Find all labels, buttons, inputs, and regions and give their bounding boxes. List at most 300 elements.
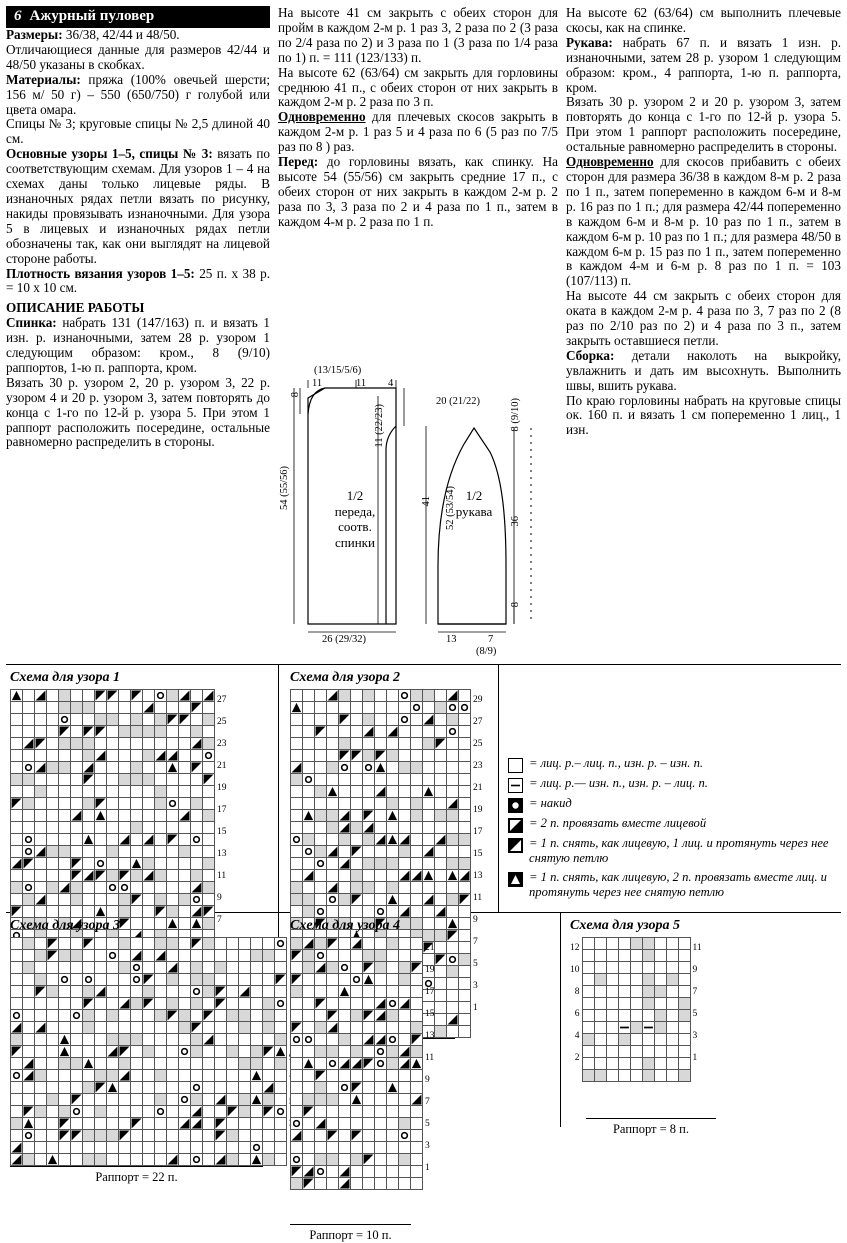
chart-cell <box>411 986 423 998</box>
chart-cell <box>23 870 35 882</box>
chart-cell <box>263 998 275 1010</box>
chart-cell <box>71 774 83 786</box>
chart-cell <box>203 1010 215 1022</box>
back-label: Спинка: <box>6 315 57 331</box>
symbol-k2tog-icon <box>83 726 94 737</box>
chart-cell <box>363 1082 375 1094</box>
chart-5-row-numbers <box>693 937 702 1069</box>
chart-row <box>291 1166 423 1178</box>
chart-cell <box>339 1022 351 1034</box>
chart-row <box>11 998 287 1010</box>
chart-row <box>582 938 690 950</box>
symbol-ssk-icon <box>143 834 154 845</box>
chart-cell <box>203 962 215 974</box>
chart-cell <box>411 1094 423 1106</box>
symbol-yo-icon <box>11 1010 22 1021</box>
symbol-yo-icon <box>179 1094 190 1105</box>
chart-cell <box>167 1058 179 1070</box>
chart-cell <box>71 1022 83 1034</box>
chart-cell <box>339 702 351 714</box>
chart-cell <box>59 858 71 870</box>
chart-cell <box>411 950 423 962</box>
chart-cell <box>83 962 95 974</box>
chart-cell <box>35 738 47 750</box>
chart-cell <box>251 1154 263 1166</box>
chart-cell <box>654 1058 666 1070</box>
pattern-title-bar <box>6 6 270 28</box>
chart-cell <box>327 1070 339 1082</box>
chart-cell <box>95 950 107 962</box>
chart-cell <box>630 998 642 1010</box>
chart-cell <box>83 906 95 918</box>
chart-cell <box>399 810 411 822</box>
chart-cell <box>351 690 363 702</box>
chart-cell <box>291 714 303 726</box>
chart-cell <box>327 1022 339 1034</box>
chart-cell <box>375 1166 387 1178</box>
chart-cell <box>303 1034 315 1046</box>
chart-cell <box>315 786 327 798</box>
chart-cell <box>59 1106 71 1118</box>
chart-cell <box>387 714 399 726</box>
symbol-sk2p-icon <box>508 872 523 887</box>
chart-cell <box>351 846 363 858</box>
chart-cell <box>251 998 263 1010</box>
chart-cell <box>179 846 191 858</box>
chart-cell <box>411 1142 423 1154</box>
chart-cell <box>203 726 215 738</box>
chart-cell <box>71 998 83 1010</box>
chart-cell <box>339 1058 351 1070</box>
chart-cell <box>59 774 71 786</box>
schematic-m54-55-56: 54 (55/56) <box>279 466 290 511</box>
chart-cell <box>155 950 167 962</box>
symbol-k2tog-icon <box>119 870 130 881</box>
chart-cell <box>59 1142 71 1154</box>
symbol-purl-icon <box>643 1022 654 1033</box>
chart-cell <box>191 998 203 1010</box>
chart-cell <box>303 786 315 798</box>
chart-cell <box>143 1094 155 1106</box>
chart-cell <box>35 846 47 858</box>
symbol-ssk-icon <box>411 870 422 881</box>
chart-cell <box>291 1010 303 1022</box>
chart-row <box>11 750 215 762</box>
chart-cell <box>447 906 459 918</box>
chart-cell <box>23 834 35 846</box>
schematic-top-center: (13/15/5/6) <box>314 365 362 376</box>
density-value: 25 п. х 38 р. = 10 х 10 см. <box>6 265 270 296</box>
chart-cell <box>35 974 47 986</box>
symbol-ssk-icon <box>399 998 410 1009</box>
chart-cell <box>179 894 191 906</box>
row-number: 10 <box>570 965 580 975</box>
chart-cell <box>375 986 387 998</box>
symbol-k2tog-icon <box>435 954 446 965</box>
chart-cell <box>459 918 471 930</box>
chart-cell <box>459 906 471 918</box>
chart-cell <box>143 702 155 714</box>
chart-cell <box>71 938 83 950</box>
chart-cell <box>375 974 387 986</box>
chart-cell <box>630 962 642 974</box>
chart-cell <box>291 950 303 962</box>
chart-cell <box>95 702 107 714</box>
symbol-ssk-icon <box>351 938 362 949</box>
chart-cell <box>435 1026 447 1038</box>
chart-cell <box>275 950 287 962</box>
chart-cell <box>227 974 239 986</box>
chart-cell <box>363 1010 375 1022</box>
chart-cell <box>339 690 351 702</box>
chart-cell <box>363 938 375 950</box>
chart-cell <box>275 1094 287 1106</box>
chart-cell <box>59 974 71 986</box>
chart-cell <box>303 858 315 870</box>
symbol-k2tog-icon <box>47 950 58 961</box>
chart-cell <box>143 834 155 846</box>
row-number: 4 <box>574 1031 580 1041</box>
symbol-k2tog-icon <box>327 938 338 949</box>
chart-cell <box>107 950 119 962</box>
chart-cell <box>351 1106 363 1118</box>
schematic-m26-29-32: 26 (29/32) <box>322 634 367 645</box>
chart-cell <box>179 714 191 726</box>
chart-cell <box>375 726 387 738</box>
chart-cell <box>239 938 251 950</box>
chart-cell <box>435 702 447 714</box>
chart-cell <box>47 810 59 822</box>
chart-cell <box>351 786 363 798</box>
chart-cell <box>315 834 327 846</box>
chart-cell <box>435 774 447 786</box>
chart-cell <box>666 950 678 962</box>
chart-cell <box>179 1106 191 1118</box>
chart-cell <box>447 690 459 702</box>
chart-cell <box>654 938 666 950</box>
symbol-sk2p-icon <box>251 1094 262 1105</box>
chart-cell <box>35 858 47 870</box>
chart-cell <box>411 786 423 798</box>
chart-cell <box>47 726 59 738</box>
chart-cell <box>275 986 287 998</box>
chart-cell <box>23 974 35 986</box>
chart-cell <box>582 1058 594 1070</box>
schematic-m11b: 11 <box>356 378 367 389</box>
chart-cell <box>387 938 399 950</box>
chart-cell <box>678 974 690 986</box>
chart-cell <box>339 1154 351 1166</box>
symbol-k2tog-icon <box>143 974 154 985</box>
chart-cell <box>263 974 275 986</box>
symbol-ssk-icon <box>339 1058 350 1069</box>
chart-cell <box>275 1010 287 1022</box>
chart-cell <box>83 1034 95 1046</box>
chart-cell <box>315 882 327 894</box>
chart-cell <box>303 986 315 998</box>
chart-cell <box>35 1082 47 1094</box>
chart-cell <box>59 690 71 702</box>
chart-cell <box>23 774 35 786</box>
chart-cell <box>606 962 618 974</box>
chart-cell <box>215 1034 227 1046</box>
chart-cell <box>263 1154 275 1166</box>
chart-cell <box>23 726 35 738</box>
chart-cell <box>35 894 47 906</box>
chart-cell <box>459 1014 471 1026</box>
symbol-yo-icon <box>251 1142 262 1153</box>
chart-cell <box>35 950 47 962</box>
chart-cell <box>654 1070 666 1082</box>
chart-cell <box>83 1070 95 1082</box>
chart-cell <box>83 762 95 774</box>
chart-cell <box>11 714 23 726</box>
chart-cell <box>59 1094 71 1106</box>
chart-cell <box>11 882 23 894</box>
chart-cell <box>582 938 594 950</box>
chart-cell <box>191 1118 203 1130</box>
chart-cell <box>303 938 315 950</box>
symbol-ssk-icon <box>435 834 446 845</box>
chart-cell <box>303 1070 315 1082</box>
chart-cell <box>303 726 315 738</box>
symbol-ssk-icon <box>167 750 178 761</box>
chart-cell <box>654 1010 666 1022</box>
chart-cell <box>594 1046 606 1058</box>
chart-cell <box>327 906 339 918</box>
chart-cell <box>71 950 83 962</box>
symbol-yo-icon <box>363 762 374 773</box>
symbol-k2tog-icon <box>95 870 106 881</box>
chart-cell <box>399 998 411 1010</box>
chart-cell <box>618 974 630 986</box>
chart-cell <box>387 986 399 998</box>
chart-cell <box>327 1142 339 1154</box>
chart-row <box>11 894 215 906</box>
chart-4-title: Схема для узора 4 <box>290 918 400 933</box>
chart-cell <box>642 986 654 998</box>
chart-row <box>291 1022 423 1034</box>
chart-row <box>11 786 215 798</box>
symbol-k2tog-icon <box>291 1166 302 1177</box>
chart-cell <box>11 1082 23 1094</box>
chart-cell <box>179 1058 191 1070</box>
chart-cell <box>83 702 95 714</box>
chart-cell <box>71 810 83 822</box>
chart-cell <box>35 938 47 950</box>
chart-cell <box>423 702 435 714</box>
chart-row <box>291 906 471 918</box>
chart-cell <box>303 1046 315 1058</box>
chart-cell <box>167 950 179 962</box>
symbol-k2tog-icon <box>71 858 82 869</box>
chart-cell <box>363 702 375 714</box>
chart-cell <box>678 1046 690 1058</box>
chart-1-title: Схема для узора 1 <box>10 670 120 685</box>
chart-cell <box>131 858 143 870</box>
symbol-yo-icon <box>179 1046 190 1057</box>
chart-cell <box>642 962 654 974</box>
symbol-k2tog-icon <box>95 690 106 701</box>
chart-cell <box>155 998 167 1010</box>
chart-cell <box>35 786 47 798</box>
chart-cell <box>435 918 447 930</box>
chart-cell <box>327 1178 339 1190</box>
chart-cell <box>351 1118 363 1130</box>
symbol-sk2p-icon <box>423 786 434 797</box>
chart-cell <box>315 1082 327 1094</box>
chart-cell <box>131 882 143 894</box>
symbol-k2tog-icon <box>363 1058 374 1069</box>
chart-cell <box>227 998 239 1010</box>
chart-cell <box>143 1058 155 1070</box>
chart-cell <box>411 1154 423 1166</box>
chart-cell <box>203 1154 215 1166</box>
chart-cell <box>459 822 471 834</box>
symbol-ssk-icon <box>423 846 434 857</box>
chart-row <box>291 762 471 774</box>
chart-cell <box>351 1082 363 1094</box>
chart-2-title: Схема для узора 2 <box>290 670 400 685</box>
chart-cell <box>351 1022 363 1034</box>
symbol-sk2p-icon <box>387 1082 398 1093</box>
chart-cell <box>399 1034 411 1046</box>
chart-cell <box>143 726 155 738</box>
chart-cell <box>435 870 447 882</box>
chart-cell <box>239 1010 251 1022</box>
chart-cell <box>315 1166 327 1178</box>
chart-cell <box>107 810 119 822</box>
chart-row <box>11 726 215 738</box>
chart-cell <box>251 1022 263 1034</box>
chart-cell <box>11 798 23 810</box>
chart-cell <box>654 974 666 986</box>
chart-row <box>582 986 690 998</box>
chart-cell <box>227 938 239 950</box>
symbol-k2tog-icon <box>215 998 226 1009</box>
chart-cell <box>155 714 167 726</box>
chart-cell <box>387 738 399 750</box>
chart-cell <box>179 1154 191 1166</box>
chart-cell <box>375 750 387 762</box>
chart-cell <box>447 918 459 930</box>
chart-cell <box>179 986 191 998</box>
chart-cell <box>291 938 303 950</box>
chart-cell <box>435 990 447 1002</box>
row-number: 11 <box>473 893 483 903</box>
chart-cell <box>423 858 435 870</box>
chart-cell <box>35 750 47 762</box>
chart-cell <box>423 726 435 738</box>
chart-cell <box>131 1034 143 1046</box>
section-heading: ОПИСАНИЕ РАБОТЫ <box>6 300 145 316</box>
chart-cell <box>143 870 155 882</box>
chart-cell <box>399 894 411 906</box>
legend-text-5: = 1 п. снять, как лицевую, 2 п. провязать вместе лиц. и протянуть через нее снятую петлю <box>529 869 827 900</box>
chart-cell <box>291 1166 303 1178</box>
symbol-k2tog-icon <box>11 798 22 809</box>
chart-cell <box>630 1010 642 1022</box>
chart-cell <box>95 882 107 894</box>
chart-cell <box>642 950 654 962</box>
chart-cell <box>47 1046 59 1058</box>
chart-cell <box>351 1034 363 1046</box>
chart-cell <box>47 786 59 798</box>
schematic-m7: 7 <box>488 634 494 645</box>
chart-cell <box>666 1046 678 1058</box>
symbol-sk2p-icon <box>11 690 22 701</box>
chart-cell <box>447 810 459 822</box>
chart-cell <box>339 950 351 962</box>
chart-cell <box>399 738 411 750</box>
chart-cell <box>47 1154 59 1166</box>
chart-cell <box>47 882 59 894</box>
chart-cell <box>167 798 179 810</box>
symbol-yo-icon <box>191 1082 202 1093</box>
chart-cell <box>678 950 690 962</box>
chart-cell <box>143 1046 155 1058</box>
chart-cell <box>155 726 167 738</box>
chart-row <box>291 798 471 810</box>
row-number: 23 <box>217 739 227 749</box>
chart-cell <box>179 938 191 950</box>
divider-v1 <box>278 664 280 912</box>
chart-cell <box>59 1034 71 1046</box>
chart-cell <box>95 690 107 702</box>
chart-cell <box>618 950 630 962</box>
chart-cell <box>630 950 642 962</box>
chart-cell <box>143 882 155 894</box>
symbol-ssk-icon <box>363 822 374 833</box>
chart-cell <box>167 974 179 986</box>
symbol-k2tog-icon <box>191 762 202 773</box>
chart-cell <box>411 870 423 882</box>
chart-cell <box>47 1070 59 1082</box>
chart-cell <box>315 762 327 774</box>
chart-cell <box>435 966 447 978</box>
chart-cell <box>291 690 303 702</box>
chart-cell <box>11 950 23 962</box>
symbol-ssk-icon <box>23 738 34 749</box>
chart-cell <box>11 1058 23 1070</box>
symbol-k2tog-icon <box>203 1010 214 1021</box>
chart-cell <box>459 966 471 978</box>
schematic-m8-9-10: 8 (9/10) <box>510 398 521 432</box>
chart-cell <box>119 974 131 986</box>
chart-cell <box>191 938 203 950</box>
chart-cell <box>263 950 275 962</box>
chart-cell <box>167 998 179 1010</box>
chart-cell <box>191 986 203 998</box>
chart-cell <box>143 846 155 858</box>
symbol-ssk-icon <box>11 1022 22 1033</box>
divider-v3 <box>560 912 562 1127</box>
chart-cell <box>399 798 411 810</box>
chart-cell <box>303 950 315 962</box>
chart-cell <box>678 986 690 998</box>
chart-cell <box>131 738 143 750</box>
symbol-ssk-icon <box>339 810 350 821</box>
chart-cell <box>239 1046 251 1058</box>
symbol-ssk-icon <box>459 870 470 881</box>
chart-cell <box>23 798 35 810</box>
chart-cell <box>107 1046 119 1058</box>
symbol-ssk-icon <box>83 870 94 881</box>
chart-cell <box>251 1142 263 1154</box>
chart-cell <box>119 810 131 822</box>
chart-row <box>291 822 471 834</box>
chart-cell <box>95 1142 107 1154</box>
